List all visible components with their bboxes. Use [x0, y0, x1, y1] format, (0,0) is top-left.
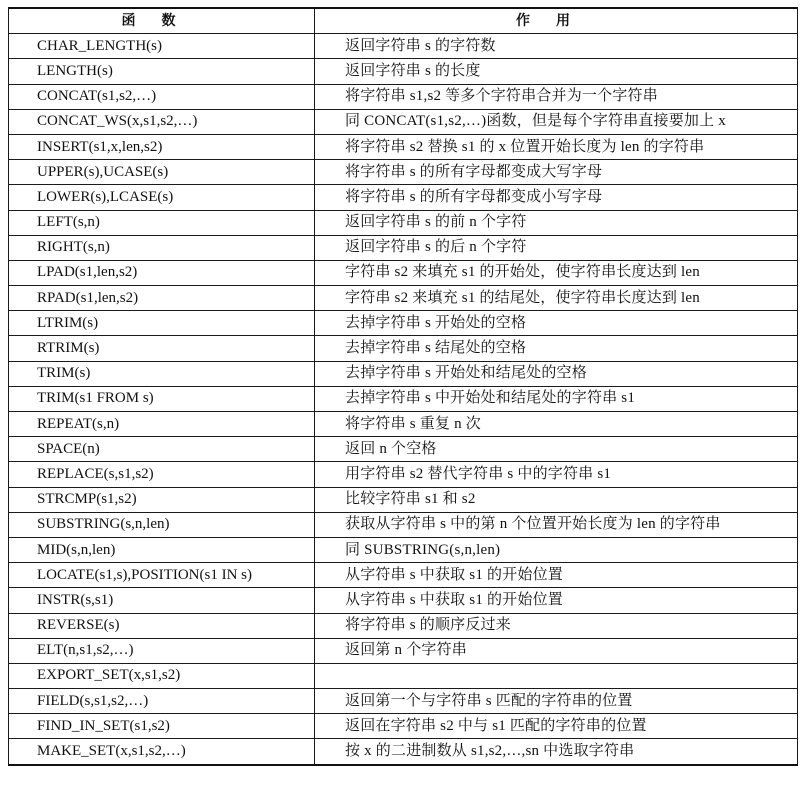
description-cell: 返回在字符串 s2 中与 s1 匹配的字符串的位置: [315, 714, 798, 739]
function-cell: REPEAT(s,n): [9, 412, 315, 437]
function-cell: MID(s,n,len): [9, 537, 315, 562]
function-cell: LTRIM(s): [9, 311, 315, 336]
table-row: [9, 537, 798, 562]
table-row: [9, 34, 798, 59]
table-row: [9, 260, 798, 285]
description-cell: 从字符串 s 中获取 s1 的开始位置: [315, 588, 798, 613]
table-row: [9, 361, 798, 386]
table-row: [9, 59, 798, 84]
table-row: [9, 739, 798, 765]
function-cell: INSERT(s1,x,len,s2): [9, 134, 315, 159]
function-cell: CONCAT_WS(x,s1,s2,…): [9, 109, 315, 134]
description-cell: 返回字符串 s 的字符数: [315, 34, 798, 59]
table-row: [9, 109, 798, 134]
description-cell: 获取从字符串 s 中的第 n 个位置开始长度为 len 的字符串: [315, 512, 798, 537]
description-cell: 用字符串 s2 替代字符串 s 中的字符串 s1: [315, 462, 798, 487]
table-row: [9, 134, 798, 159]
table-row: [9, 84, 798, 109]
description-cell: 返回字符串 s 的前 n 个字符: [315, 210, 798, 235]
description-cell: 按 x 的二进制数从 s1,s2,…,sn 中选取字符串: [315, 739, 798, 765]
function-cell: LEFT(s,n): [9, 210, 315, 235]
function-cell: UPPER(s),UCASE(s): [9, 160, 315, 185]
function-cell: FIELD(s,s1,s2,…): [9, 689, 315, 714]
table-body: [9, 34, 798, 765]
description-cell: 将字符串 s 重复 n 次: [315, 412, 798, 437]
table-row: [9, 235, 798, 260]
description-cell: 字符串 s2 来填充 s1 的开始处，使字符串长度达到 len: [315, 260, 798, 285]
description-cell: 返回第一个与字符串 s 匹配的字符串的位置: [315, 689, 798, 714]
description-cell: 去掉字符串 s 结尾处的空格: [315, 336, 798, 361]
description-cell: 去掉字符串 s 中开始处和结尾处的字符串 s1: [315, 386, 798, 411]
header-purpose: 作用: [315, 8, 798, 34]
description-cell: 去掉字符串 s 开始处和结尾处的空格: [315, 361, 798, 386]
description-cell: 将字符串 s 的顺序反过来: [315, 613, 798, 638]
function-cell: TRIM(s1 FROM s): [9, 386, 315, 411]
function-cell: CHAR_LENGTH(s): [9, 34, 315, 59]
table-row: [9, 336, 798, 361]
description-cell: 返回字符串 s 的长度: [315, 59, 798, 84]
table-row: [9, 210, 798, 235]
function-cell: LPAD(s1,len,s2): [9, 260, 315, 285]
description-cell: 返回 n 个空格: [315, 437, 798, 462]
description-cell: 将字符串 s 的所有字母都变成小写字母: [315, 185, 798, 210]
table-row: [9, 487, 798, 512]
description-cell: 返回字符串 s 的后 n 个字符: [315, 235, 798, 260]
table-row: [9, 613, 798, 638]
function-cell: INSTR(s,s1): [9, 588, 315, 613]
description-cell: 将字符串 s2 替换 s1 的 x 位置开始长度为 len 的字符串: [315, 134, 798, 159]
table-row: [9, 185, 798, 210]
table-row: [9, 412, 798, 437]
function-cell: RTRIM(s): [9, 336, 315, 361]
table-row: [9, 386, 798, 411]
table-header: [9, 8, 798, 34]
function-cell: CONCAT(s1,s2,…): [9, 84, 315, 109]
table-row: [9, 563, 798, 588]
table-row: [9, 714, 798, 739]
description-cell: 将字符串 s 的所有字母都变成大写字母: [315, 160, 798, 185]
function-cell: REPLACE(s,s1,s2): [9, 462, 315, 487]
table-row: [9, 286, 798, 311]
table-row: [9, 588, 798, 613]
function-cell: LENGTH(s): [9, 59, 315, 84]
description-cell: 返回第 n 个字符串: [315, 638, 798, 663]
description-cell: 字符串 s2 来填充 s1 的结尾处，使字符串长度达到 len: [315, 286, 798, 311]
table-row: [9, 437, 798, 462]
function-cell: EXPORT_SET(x,s1,s2): [9, 663, 315, 688]
table-row: [9, 311, 798, 336]
function-cell: REVERSE(s): [9, 613, 315, 638]
function-cell: TRIM(s): [9, 361, 315, 386]
description-cell: [315, 663, 798, 688]
function-cell: FIND_IN_SET(s1,s2): [9, 714, 315, 739]
table-row: [9, 462, 798, 487]
function-cell: LOCATE(s1,s),POSITION(s1 IN s): [9, 563, 315, 588]
description-cell: 同 CONCAT(s1,s2,…)函数，但是每个字符串直接要加上 x: [315, 109, 798, 134]
description-cell: 去掉字符串 s 开始处的空格: [315, 311, 798, 336]
function-cell: RPAD(s1,len,s2): [9, 286, 315, 311]
function-cell: RIGHT(s,n): [9, 235, 315, 260]
function-cell: STRCMP(s1,s2): [9, 487, 315, 512]
table-row: [9, 160, 798, 185]
function-cell: SUBSTRING(s,n,len): [9, 512, 315, 537]
function-cell: SPACE(n): [9, 437, 315, 462]
function-cell: MAKE_SET(x,s1,s2,…): [9, 739, 315, 765]
function-cell: ELT(n,s1,s2,…): [9, 638, 315, 663]
table-row: [9, 638, 798, 663]
description-cell: 将字符串 s1,s2 等多个字符串合并为一个字符串: [315, 84, 798, 109]
table-row: [9, 512, 798, 537]
description-cell: 从字符串 s 中获取 s1 的开始位置: [315, 563, 798, 588]
description-cell: 比较字符串 s1 和 s2: [315, 487, 798, 512]
document-page: [8, 7, 797, 766]
description-cell: 同 SUBSTRING(s,n,len): [315, 537, 798, 562]
table-row: [9, 689, 798, 714]
string-functions-table: [8, 7, 798, 766]
header-row: [9, 8, 798, 34]
table-row: [9, 663, 798, 688]
function-cell: LOWER(s),LCASE(s): [9, 185, 315, 210]
header-function: 函数: [9, 8, 315, 34]
